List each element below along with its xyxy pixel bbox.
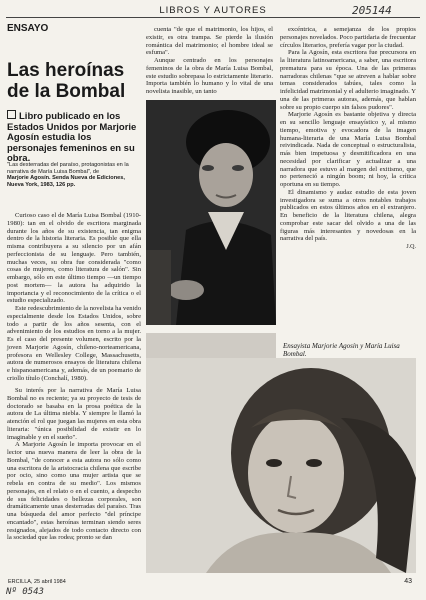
checkbox-bullet-icon [7, 110, 16, 119]
paragraph: excéntrica, a semejanza de los propios personajes novelados. Poco partidaria de frecuentar círculos literarios, prefería vagar por la ciudad. [280, 26, 416, 49]
paragraph: Marjorie Agosín es bastante objetiva y directa en su sencillo lenguaje ensayístico y, al mismo tiempo, emotiva y evocadora de la imagen humana-literaria de una María Luisa Bombal reivindicada. Nada de conceptual o estructuralista, más bien impetuosa y desmitificadora en una necesidad por clarificar y actualizar a una narradora que estuvo al margen del exitismo, que no perteneció a ningún boom; ni hoy, la crítica oportuna en su tiempo. [280, 111, 416, 188]
article-headline: Las heroínas de la Bombal [7, 60, 126, 102]
paragraph: cuenta "de que el matrimonio, los hijos, el existir, es otra trampa. Se pierde la ilusión romántica del matrimonio; el hombre ideal se esfuma". [146, 26, 273, 57]
paragraph: Aunque centrado en los personajes femeninos de la obra de María Luisa Bombal, este estudio sobrepasa lo estrictamente literario. Importa también lo humano y lo vital de una novelista inasible, un tanto [146, 57, 273, 95]
publication-credit: ERCILLA, 25 abril 1984 [8, 579, 66, 585]
handwritten-code: 205144 [352, 4, 392, 17]
article-subheadline [7, 110, 143, 165]
paragraph: Su interés por la narrativa de María Luisa Bombal no es reciente; ya su proyecto de tesis de doctorado se basaba en la prosa poética de la autora de La última niebla. Y siempre le llamó la atención el rol que juegan las mujeres en esta obra literaria: "única posibilidad de existir en lo imaginable y en el sueño". [7, 387, 141, 441]
paragraph: Para la Agosín, esta escritora fue precursora en la literatura latinoamericana, a saber, una escritora prematura para su época. Una de las primeras narradoras chilenas "que se atreven a hablar sobre temas considerados tabúes, tales como la infelicidad matrimonial y el adulterio imaginado. Y una de las primeras autoras, además, que hablan sobre su propio cuerpo sin falsos pudores". [280, 49, 416, 111]
column-2 [146, 26, 273, 96]
photo-caption: Ensayista Marjorie Agosín y María Luisa Bombal. [283, 342, 400, 358]
paragraph: Este redescubrimiento de la novelista ha venido especialmente desde los Estados Unidos, sobre todo a partir de los años sesenta, con el advenimiento de los estudios en torno a la mujer. Es el caso del presente volumen, escrito por la joven Marjorie Agosín, chileno-norteamericana, profesora en Wellesley College, Massachusetts, autora de numerosos ensayos de literatura chilena e hispanoamericana y, además, de un poemario de criollo título (Conchalí, 1980). [7, 305, 141, 382]
column-1 [7, 212, 141, 383]
column-3 [280, 26, 416, 252]
page-number: 43 [404, 578, 412, 585]
photo-agosin [146, 358, 416, 573]
header-rule [6, 17, 420, 18]
book-title: "Las desterradas del paraíso, protagonistas en la narrativa de María Luisa Bombal", de [7, 162, 129, 175]
archive-stamp: Nº 0543 [6, 587, 44, 597]
paragraph: A Marjorie Agosín le importa provocar en el lector una nueva manera de leer la obra de la Bombal, "de conocer a esta autora no sólo como una escritora de la aristocracia chilena que escribe por ocio, sino como una mujer artista que se rebela en contra de su medio". Los mismos personajes, en el relato o en el cuento, a despecho de sus felicidades o bellezas corporales, son dramáticamente unas desterradas del paraíso. Tras una búsqueda del amor perfecto "del príncipe encantado", estas heroínas terminan siendo seres resignados, alejados de todo contacto directo con la sociedad que las rodea; pronto se dan [7, 441, 141, 542]
subheadline-text: Libro publicado en los Estados Unidos por Marjorie Agosín estudia los personajes femeninos en su obra. [7, 111, 137, 164]
paragraph: Curioso caso el de María Luisa Bombal (1910-1980): tan en el olvido de escritora marginada durante los años de su existencia, tan enigma dentro de la historia literaria. Es posible que ella misma contribuyera a su silencio por un afán perfeccionista de su lenguaje. Pero también, muchas veces, su obra fue considerada "como cosas de mujeres, como literatura de salón". Sin embargo, sólo en este último tiempo —un tiempo post mortem— la autora ha adquirido la importancia y el reconocimiento de la crítica o el estudio especializado. [7, 212, 141, 305]
book-author: Marjorie Agosín. Senda Nueva de Ediciones, Nueva York, 1983, 126 pp. [7, 175, 125, 188]
section-heading: LIBROS Y AUTORES [159, 5, 267, 16]
author-initials: J.Q. [406, 244, 416, 250]
article-kicker: ENSAYO [7, 23, 49, 34]
column-1-continued [7, 387, 141, 542]
photo-bombal [146, 100, 276, 325]
book-info [7, 162, 143, 188]
paragraph: El dinamismo y audaz estudio de esta joven investigadora se suma a otros notables trabajos publicados en estos últimos años en el extranjero. En beneficio de la literatura chilena, alegra comprobar este sacar del olvido a una de las figuras más interesantes y novedosas en la narrativa del país. [280, 188, 416, 243]
